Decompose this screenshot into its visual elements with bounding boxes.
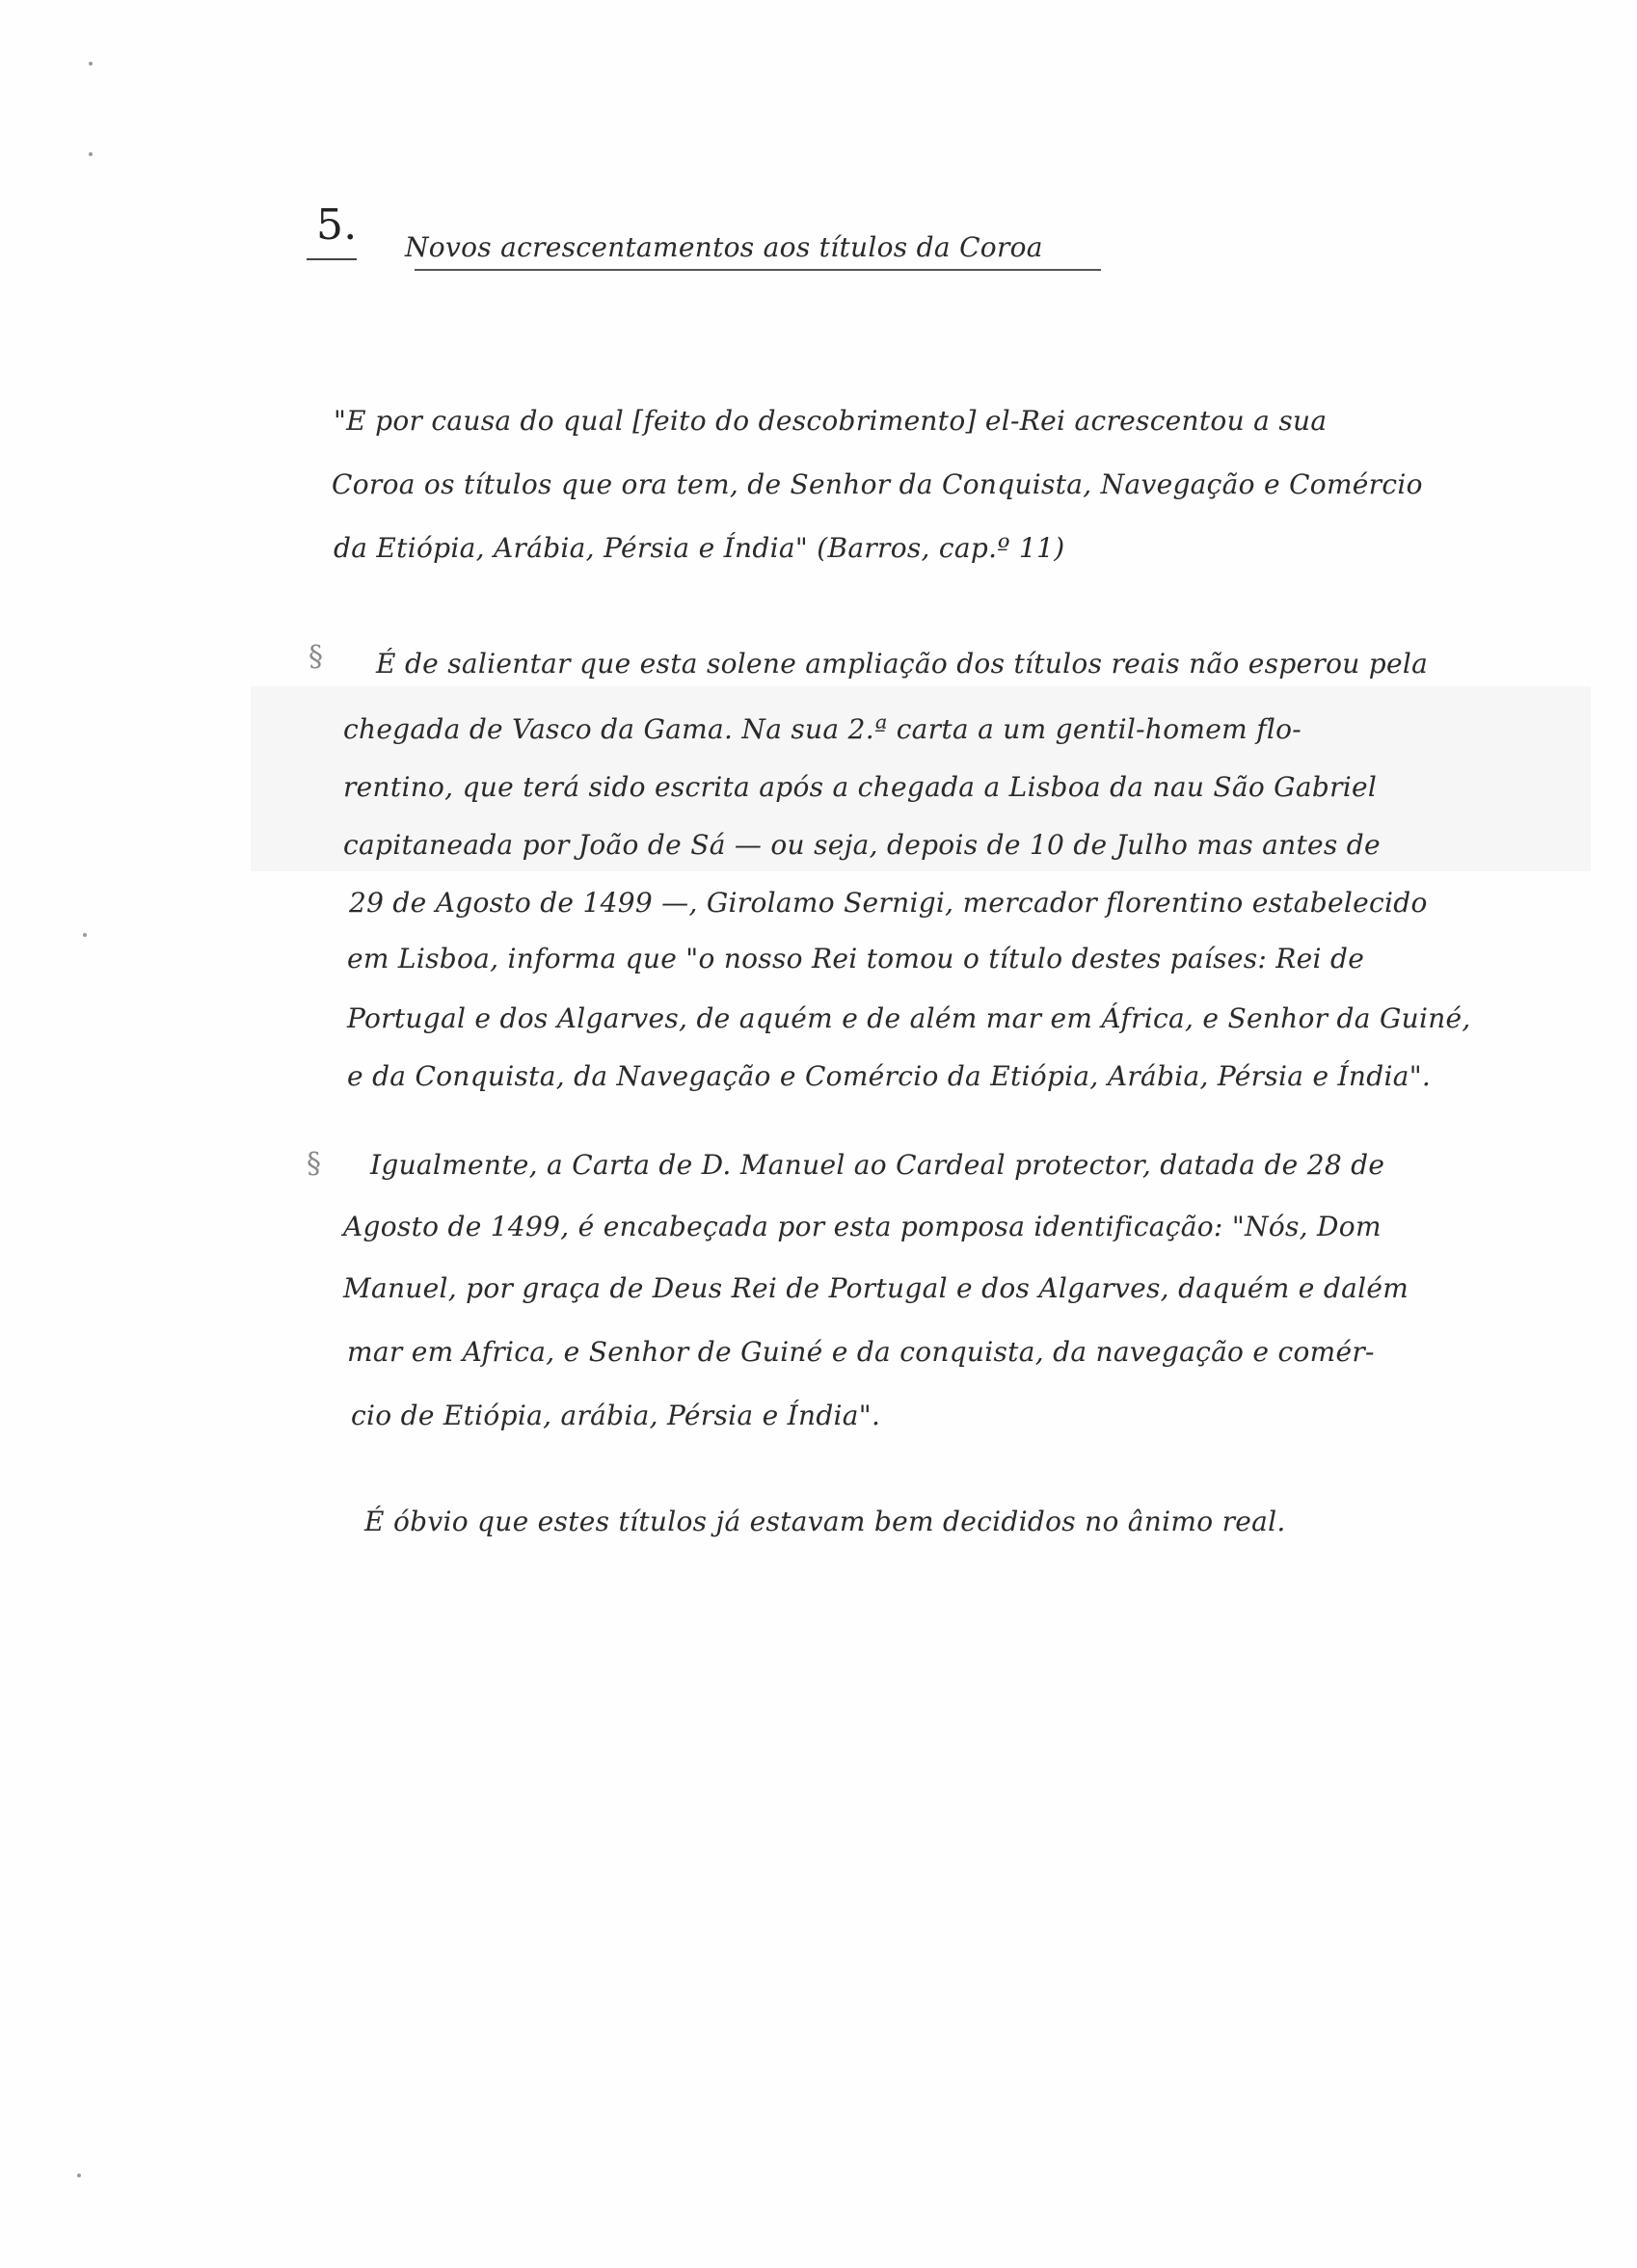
paragraph-line: chegada de Vasco da Gama. Na sua 2.ª carta a um gentil-homem flo- (343, 713, 1302, 745)
margin-speck (89, 152, 93, 156)
paragraph-line: rentino, que terá sido escrita após a chegada a Lisboa da nau São Gabriel (343, 771, 1378, 803)
section-number: 5. (316, 200, 358, 250)
paragraph-line: Igualmente, a Carta de D. Manuel ao Cardeal protector, datada de 28 de (370, 1149, 1385, 1181)
paragraph-mark: § (309, 640, 323, 674)
margin-speck (77, 2174, 81, 2177)
paragraph-mark: § (307, 1147, 321, 1181)
paragraph-line: capitaneada por João de Sá — ou seja, depois de 10 de Julho mas antes de (343, 829, 1381, 861)
paragraph-line: Portugal e dos Algarves, de aquém e de além mar em África, e Senhor da Guiné, (347, 1002, 1471, 1034)
quote-line: Coroa os títulos que ora tem, de Senhor da Conquista, Navegação e Comércio (332, 468, 1423, 500)
quote-line: da Etiópia, Arábia, Pérsia e Índia" (Barros, cap.º 11) (334, 532, 1065, 564)
paragraph-line: Manuel, por graça de Deus Rei de Portugal e dos Algarves, daquém e dalém (343, 1272, 1409, 1304)
paragraph-line: em Lisboa, informa que "o nosso Rei tomou o título destes países: Rei de (347, 943, 1365, 974)
paragraph-line: e da Conquista, da Navegação e Comércio da Etiópia, Arábia, Pérsia e Índia". (347, 1060, 1432, 1092)
margin-speck (83, 933, 87, 937)
paragraph-line: mar em Africa, e Senhor de Guiné e da conquista, da navegação e comér- (347, 1336, 1375, 1368)
margin-speck (89, 62, 93, 66)
quote-line: "E por causa do qual [feito do descobrimento] el-Rei acrescentou a sua (334, 405, 1328, 437)
section-title: Novos acrescentamentos aos títulos da Coroa (405, 231, 1043, 263)
paragraph-line: É óbvio que estes títulos já estavam bem decididos no ânimo real. (364, 1506, 1286, 1537)
paragraph-line: Agosto de 1499, é encabeçada por esta pomposa identificação: "Nós, Dom (343, 1211, 1382, 1242)
paragraph-line: É de salientar que esta solene ampliação dos títulos reais não esperou pela (376, 648, 1429, 680)
section-title-underline (415, 269, 1101, 271)
section-number-underline (307, 258, 357, 260)
paragraph-line: 29 de Agosto de 1499 —, Girolamo Sernigi, mercador florentino estabelecido (349, 887, 1428, 919)
paragraph-line: cio de Etiópia, arábia, Pérsia e Índia". (351, 1400, 881, 1431)
